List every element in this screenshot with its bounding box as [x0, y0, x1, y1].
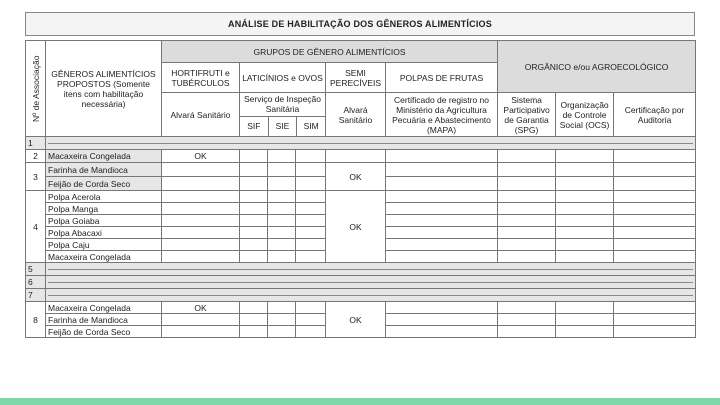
sim-header: SIM	[303, 121, 319, 131]
status-ok: OK	[326, 191, 386, 263]
polpas-header: POLPAS DE FRUTAS	[386, 63, 498, 93]
document-title: ANÁLISE DE HABILITAÇÃO DOS GÊNEROS ALIMENTÍCIOS	[25, 12, 695, 36]
grupos-header: GRUPOS DE GÊNERO ALIMENTÍCIOS	[162, 41, 498, 63]
table-row: 5	[26, 263, 696, 276]
status-ok: OK	[326, 163, 386, 191]
item-name: Polpa Acerola	[46, 191, 162, 203]
item-name: Polpa Caju	[46, 239, 162, 251]
item-name: Polpa Manga	[46, 203, 162, 215]
item-name: Macaxeira Congelada	[46, 251, 162, 263]
item-name: Polpa Goiaba	[46, 215, 162, 227]
status-ok: OK	[326, 302, 386, 338]
item-name: Macaxeira Congelada	[46, 150, 162, 163]
alvara-sanitario-header: Alvará Sanitário	[162, 93, 240, 137]
organico-header: ORGÂNICO e/ou AGROECOLÓGICO	[498, 41, 696, 93]
table-row: 7	[26, 289, 696, 302]
item-name: Farinha de Mandioca	[46, 163, 162, 177]
inspecao-subheaders	[240, 117, 325, 136]
certificado-mapa-header: Certificado de registro no Ministério da Agricultura Pecuária e Abastecimento (MAPA)	[386, 93, 498, 137]
status-ok: OK	[162, 150, 240, 163]
table-row: 1	[26, 137, 696, 150]
auditoria-header: Certificação por Auditoria	[614, 93, 696, 137]
sie-header: SIE	[269, 117, 298, 136]
header-row-1	[26, 41, 696, 63]
item-name: Macaxeira Congelada	[46, 302, 162, 314]
table-row: 6	[26, 276, 696, 289]
sif-header: SIF	[240, 117, 269, 136]
status-ok: OK	[162, 302, 240, 314]
semi-pereciveis-header: SEMI PERECÍVEIS	[326, 63, 386, 93]
ocs-header: Organização de Controle Social (OCS)	[556, 93, 614, 137]
table-row: 8 Macaxeira Congelada OK OK	[26, 302, 696, 314]
generos-header: GÊNEROS ALIMENTÍCIOS PROPOSTOS (Somente itens com habilitação necessária)	[46, 41, 162, 137]
item-name: Feijão de Corda Seco	[46, 326, 162, 338]
laticinios-header: LATICÍNIOS e OVOS	[240, 63, 326, 93]
item-name: Feijão de Corda Seco	[46, 177, 162, 191]
alvara-sanitario-2-header: Alvará Sanitário	[326, 93, 386, 137]
item-name: Farinha de Mandioca	[46, 314, 162, 326]
table-row: 3 Farinha de Mandioca OK	[26, 163, 696, 177]
n-associacao-header: Nº de Associação	[26, 41, 46, 137]
servico-inspecao-label: Serviço de Inspeção Sanitária	[240, 93, 325, 117]
item-name: Polpa Abacaxi	[46, 227, 162, 239]
document-page	[25, 10, 695, 393]
hortifruti-header: HORTIFRUTI e TUBÉRCULOS	[162, 63, 240, 93]
servico-inspecao-header	[240, 93, 326, 137]
habilitacao-table	[25, 40, 696, 338]
spg-header: Sistema Participativo de Garantia (SPG)	[498, 93, 556, 137]
footer-accent-bar	[0, 398, 720, 405]
table-row: 4 Polpa Acerola OK	[26, 191, 696, 203]
table-row: 2 Macaxeira Congelada OK	[26, 150, 696, 163]
